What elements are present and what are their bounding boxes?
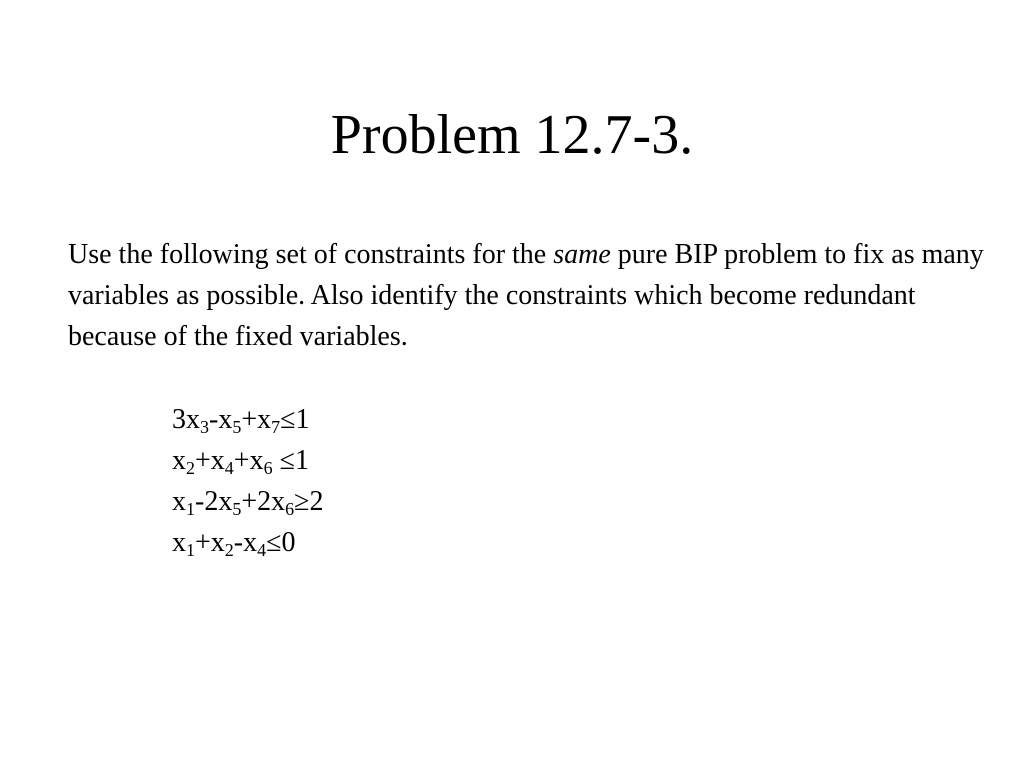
problem-instructions: [68, 234, 998, 357]
constraint-subscript: 5: [232, 499, 242, 519]
constraint-term: x: [172, 486, 186, 517]
constraint-subscript: 1: [186, 540, 195, 560]
constraint-row: [172, 481, 324, 522]
constraint-row: [172, 399, 324, 440]
constraint-term: -x: [233, 527, 258, 558]
constraint-subscript: 2: [224, 540, 234, 560]
constraint-subscript: 6: [285, 499, 295, 519]
constraint-term: ≤1: [272, 445, 309, 476]
constraint-subscript: 5: [232, 417, 242, 437]
constraint-row: [172, 522, 324, 563]
constraint-term: -x: [209, 404, 233, 435]
constraint-subscript: 3: [200, 417, 209, 437]
constraint-term: +x: [195, 445, 225, 476]
constraint-term: x: [172, 445, 186, 476]
constraint-term: +x: [195, 527, 225, 558]
constraint-term: ≤0: [266, 527, 296, 558]
constraint-term: +x: [233, 445, 264, 476]
slide-title: Problem 12.7-3.: [330, 104, 694, 166]
constraint-term: x: [172, 527, 186, 558]
constraint-term: -2x: [195, 486, 233, 517]
constraint-subscript: 7: [271, 417, 281, 437]
constraint-subscript: 6: [263, 458, 273, 478]
constraint-row: [172, 440, 324, 481]
constraint-subscript: 1: [186, 499, 195, 519]
instructions-emphasis: same: [553, 239, 611, 270]
constraint-term: ≥2: [294, 486, 324, 517]
instructions-text-end: pure BIP problem to fix as many variables as possible. Also identify the constraints which become redundant because of the fixed variables.: [68, 239, 984, 352]
constraint-subscript: 4: [224, 458, 234, 478]
constraint-term: +x: [241, 404, 272, 435]
constraint-subscript: 4: [257, 540, 267, 560]
constraint-term: +2x: [241, 486, 286, 517]
instructions-text-start: Use the following set of constraints for the: [68, 239, 554, 270]
constraint-subscript: 2: [186, 458, 195, 478]
constraint-list: [172, 399, 324, 563]
constraint-term: 3x: [172, 404, 200, 435]
constraint-term: ≤1: [280, 404, 310, 435]
